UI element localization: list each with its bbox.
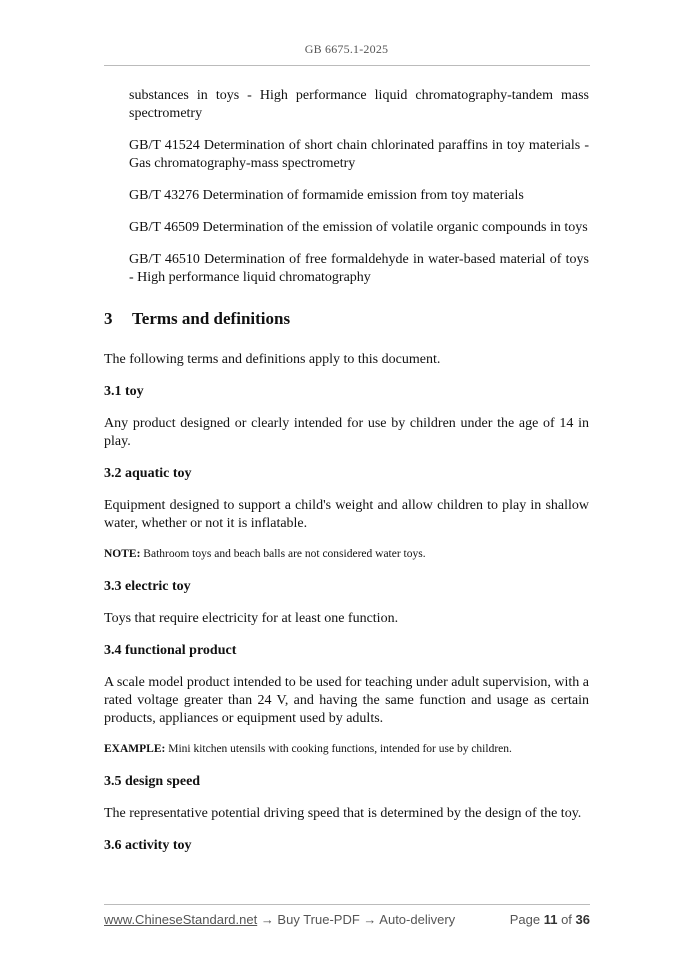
section-title: Terms and definitions — [132, 309, 291, 328]
term-example — [104, 742, 589, 757]
reference-item: GB/T 43276 Determination of formamide emission from toy materials — [129, 188, 524, 203]
section-intro: The following terms and definitions apply to this document. — [104, 352, 441, 367]
term-definition: Toys that require electricity for at least one function. — [104, 611, 399, 626]
term-definition: The representative potential driving speed that is determined by the design of the toy. — [104, 806, 582, 821]
footer-promo — [104, 912, 455, 927]
note-text: Bathroom toys and beach balls are not considered water toys. — [140, 548, 426, 560]
example-text: Mini kitchen utensils with cooking functions, intended for use by children. — [165, 743, 512, 755]
running-header: GB 6675.1-2025 — [304, 42, 389, 56]
footer-tagline: → Buy True-PDF → Auto-delivery — [257, 912, 456, 927]
page-of: of — [561, 912, 572, 927]
page-label: Page — [509, 912, 541, 927]
section-number: 3 — [104, 309, 113, 328]
footer-divider — [104, 904, 590, 905]
page-total: 36 — [575, 912, 590, 927]
website-link[interactable]: www.ChineseStandard.net — [104, 912, 258, 927]
section-heading — [104, 309, 589, 329]
page-body — [104, 87, 589, 869]
term-heading: 3.3 electric toy — [104, 579, 191, 594]
normative-references-list — [104, 87, 589, 287]
term-heading: 3.1 toy — [104, 384, 144, 399]
term-heading: 3.4 functional product — [104, 643, 237, 658]
page-footer — [104, 912, 590, 927]
example-label: EXAMPLE: — [104, 743, 166, 755]
term-heading: 3.6 activity toy — [104, 838, 192, 853]
term-heading: 3.5 design speed — [104, 774, 201, 789]
header-divider — [104, 65, 590, 66]
reference-item: GB/T 46510 Determination of free formaldehyde in water-based material of toys - High performance liquid chromatography — [129, 252, 589, 285]
page-number — [510, 912, 590, 927]
reference-item: substances in toys - High performance liquid chromatography-tandem mass spectrometry — [129, 88, 589, 121]
term-note — [104, 547, 589, 562]
term-heading: 3.2 aquatic toy — [104, 466, 192, 481]
page-current: 11 — [543, 912, 558, 927]
term-definition: Equipment designed to support a child's weight and allow children to play in shallow water, whether or not it is inflatable. — [104, 498, 589, 531]
reference-item: GB/T 46509 Determination of the emission of volatile organic compounds in toys — [129, 220, 588, 235]
term-definition: Any product designed or clearly intended for use by children under the age of 14 in play. — [104, 416, 589, 449]
term-definition: A scale model product intended to be used for teaching under adult supervision, with a rated voltage greater than 24 V, and having the same function and usage as certain products, appliances or equipment used by adults. — [104, 675, 589, 726]
reference-item: GB/T 41524 Determination of short chain chlorinated paraffins in toy materials - Gas chromatography-mass spectrometry — [129, 138, 589, 171]
note-label: NOTE: — [104, 548, 141, 560]
